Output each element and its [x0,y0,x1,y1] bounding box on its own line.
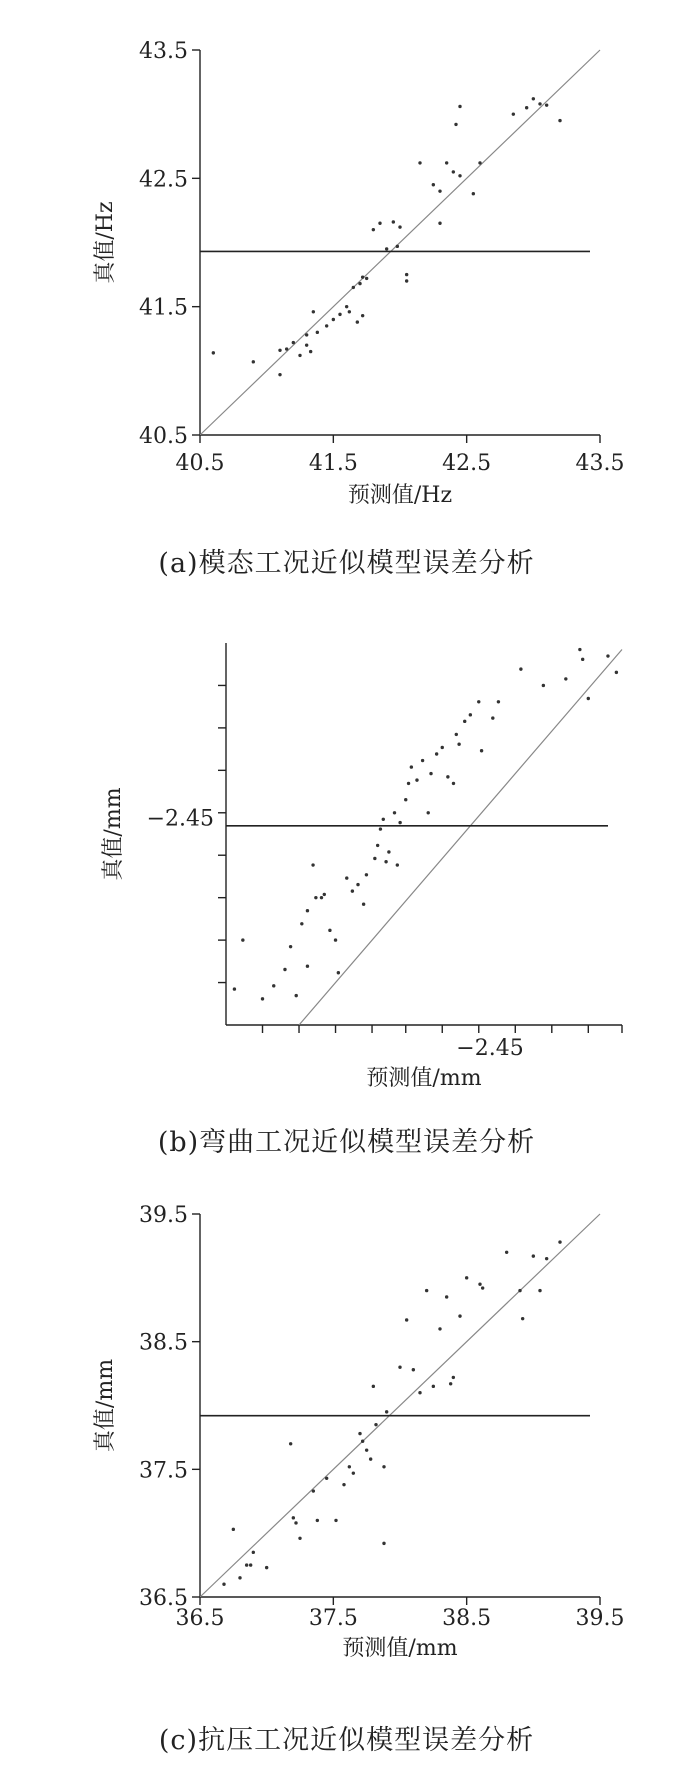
data-point [532,1254,535,1257]
data-point [365,1448,368,1451]
data-point [449,1382,452,1385]
data-point [465,1276,468,1279]
caption-a: (a)模态工况近似模型误差分析 [158,548,535,579]
data-point [232,1528,235,1531]
data-point [252,1551,255,1554]
caption-c: (c)抗压工况近似模型误差分析 [158,1725,535,1756]
x-tick-label: 37.5 [308,1606,358,1631]
data-point [283,968,286,971]
data-point [320,896,323,899]
data-point [452,782,455,785]
scatter-chart-c [0,1175,693,1695]
data-point [212,351,215,354]
data-point [332,318,335,321]
identity-line [299,650,622,1025]
data-point [272,984,275,987]
data-point [491,716,494,719]
data-point [352,1471,355,1474]
data-point [407,782,410,785]
data-point [438,222,441,225]
data-point [361,1440,364,1443]
data-point [457,743,460,746]
data-point [385,1410,388,1413]
x-tick-label: 41.5 [308,451,358,476]
data-point [306,965,309,968]
y-tick-label: 42.5 [139,167,188,193]
data-point [298,354,301,357]
data-point [305,333,308,336]
data-point [398,821,401,824]
y-tick-label: 36.5 [139,1586,188,1611]
y-axis-label: 真值/mm [93,1358,118,1453]
data-point [455,733,458,736]
data-point [252,360,255,363]
data-point [545,1257,548,1260]
data-point [542,684,545,687]
data-point [396,245,399,248]
data-point [518,1289,521,1292]
data-point [469,713,472,716]
data-point [376,844,379,847]
x-tick-label: 43.5 [575,451,625,476]
data-point [418,1391,421,1394]
data-point [356,320,359,323]
data-point [325,324,328,327]
identity-line [200,50,600,435]
data-point [358,1432,361,1435]
data-point [348,1465,351,1468]
data-point [415,778,418,781]
data-point [481,1286,484,1289]
data-point [352,286,355,289]
data-point [245,1563,248,1566]
data-point [316,331,319,334]
data-point [372,1385,375,1388]
data-point [446,775,449,778]
y-tick-label: −2.45 [146,806,214,832]
data-point [306,909,309,912]
data-point [497,700,500,703]
data-point [405,279,408,282]
data-point [312,1489,315,1492]
data-point [458,1314,461,1317]
data-point [362,902,365,905]
data-point [558,1240,561,1243]
data-point [512,112,515,115]
data-point [385,247,388,250]
data-point [538,1289,541,1292]
data-point [458,105,461,108]
data-point [382,818,385,821]
x-axis-label: 预测值/Hz [347,483,453,508]
x-axis-label: 预测值/mm [366,1066,482,1091]
scatter-chart-a [0,0,693,508]
data-point [241,938,244,941]
data-point [374,1423,377,1426]
data-point [311,863,314,866]
data-point [222,1583,225,1586]
data-point [233,987,236,990]
data-point [472,192,475,195]
data-point [480,749,483,752]
data-point [378,222,381,225]
y-tick-label: 38.5 [139,1330,188,1356]
data-point [372,228,375,231]
data-point [387,850,390,853]
data-point [545,103,548,106]
data-point [410,765,413,768]
data-point [398,1366,401,1369]
data-point [441,746,444,749]
x-axis-label: 预测值/mm [342,1636,458,1661]
data-point [294,1521,297,1524]
data-point [323,893,326,896]
data-point [312,310,315,313]
data-point [361,275,364,278]
data-point [478,161,481,164]
data-point [581,658,584,661]
data-point [432,1385,435,1388]
data-point [435,752,438,755]
data-point [438,189,441,192]
data-point [405,273,408,276]
data-point [606,654,609,657]
data-point [295,994,298,997]
data-point [519,667,522,670]
data-point [292,341,295,344]
data-point [314,896,317,899]
chart-panel-c [0,1175,693,1695]
data-point [421,759,424,762]
data-point [289,945,292,948]
data-point [615,671,618,674]
data-point [558,119,561,122]
data-point [458,174,461,177]
data-point [365,873,368,876]
data-point [392,220,395,223]
x-tick-label: 36.5 [175,1606,225,1631]
data-point [505,1251,508,1254]
data-point [338,313,341,316]
data-point [334,938,337,941]
y-axis-label: 真值/Hz [93,201,118,284]
data-point [404,798,407,801]
data-point [525,106,528,109]
data-point [393,811,396,814]
y-tick-label: 43.5 [139,39,188,64]
data-point [452,170,455,173]
data-point [365,277,368,280]
data-point [292,1516,295,1519]
data-point [538,102,541,105]
y-tick-label: 40.5 [139,424,188,449]
data-point [564,677,567,680]
data-point [454,123,457,126]
chart-panel-b [0,585,693,1095]
data-point [278,349,281,352]
data-point [351,889,354,892]
data-point [578,648,581,651]
data-point [384,860,387,863]
scatter-chart-b [0,585,693,1095]
data-point [300,922,303,925]
data-point [265,1566,268,1569]
data-point [452,1376,455,1379]
y-axis-label: 真值/mm [101,787,126,881]
data-point [379,827,382,830]
data-point [532,97,535,100]
data-point [373,857,376,860]
data-point [427,811,430,814]
data-point [278,373,281,376]
x-tick-label: 38.5 [442,1606,492,1631]
identity-line [200,1214,600,1597]
data-point [342,1483,345,1486]
data-point [358,282,361,285]
data-point [382,1542,385,1545]
data-point [369,1457,372,1460]
data-point [425,1289,428,1292]
data-point [348,310,351,313]
data-point [316,1519,319,1522]
chart-panel-a [0,0,693,508]
data-point [337,971,340,974]
data-point [325,1477,328,1480]
x-tick-label: −2.45 [456,1036,524,1061]
data-point [249,1563,252,1566]
data-point [418,161,421,164]
caption-b: (b)弯曲工况近似模型误差分析 [157,1127,536,1158]
data-point [429,772,432,775]
data-point [305,343,308,346]
data-point [396,863,399,866]
data-point [432,183,435,186]
data-point [298,1537,301,1540]
data-point [309,350,312,353]
y-tick-label: 37.5 [139,1458,188,1484]
data-point [285,347,288,350]
data-point [405,1318,408,1321]
data-point [521,1317,524,1320]
data-point [445,1295,448,1298]
data-point [345,305,348,308]
data-point [477,700,480,703]
data-point [238,1576,241,1579]
data-point [445,161,448,164]
data-point [328,929,331,932]
data-point [261,997,264,1000]
data-point [289,1442,292,1445]
data-point [398,225,401,228]
x-tick-label: 39.5 [575,1606,625,1631]
data-point [334,1519,337,1522]
data-point [382,1465,385,1468]
data-point [345,876,348,879]
data-point [463,720,466,723]
x-tick-label: 42.5 [442,451,492,476]
y-tick-label: 39.5 [139,1203,188,1228]
data-point [356,883,359,886]
x-tick-label: 40.5 [175,451,225,476]
data-point [587,697,590,700]
data-point [478,1283,481,1286]
data-point [438,1327,441,1330]
data-point [412,1368,415,1371]
y-tick-label: 41.5 [139,295,188,321]
data-point [361,314,364,317]
